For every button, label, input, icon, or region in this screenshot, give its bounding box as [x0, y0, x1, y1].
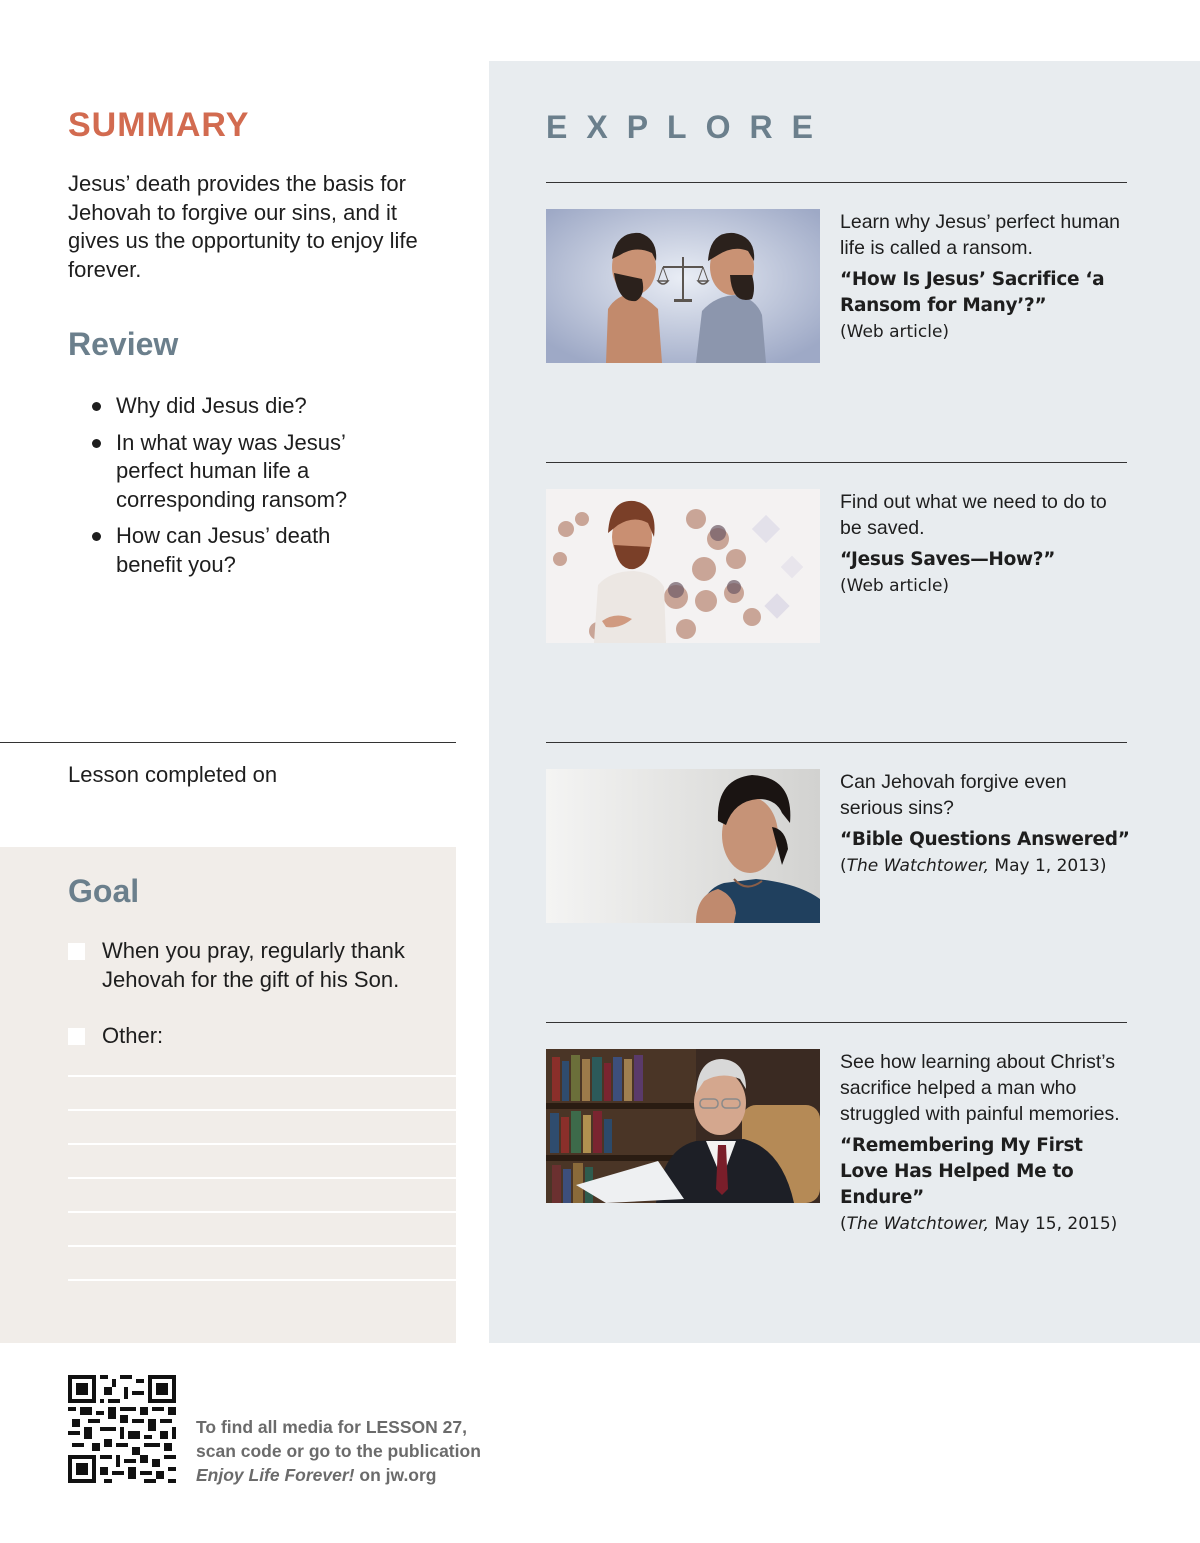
explore-source: (The Watchtower, May 15, 2015) [840, 1214, 1118, 1234]
footer-line: scan code or go to the publication [196, 1441, 481, 1461]
explore-item-forgive[interactable] [546, 769, 1130, 969]
review-question: How can Jesus’ death benefit you? [92, 522, 392, 579]
photo-man-praying [546, 769, 820, 923]
explore-link-title[interactable]: “Jesus Saves—How?” [840, 549, 1056, 570]
review-question-list [92, 392, 392, 587]
explore-divider [546, 462, 1127, 463]
explore-item-text [840, 769, 1130, 879]
writing-line[interactable] [68, 1109, 456, 1111]
explore-item-first-love[interactable] [546, 1049, 1127, 1249]
explore-divider [546, 742, 1127, 743]
writing-line[interactable] [68, 1245, 456, 1247]
explore-link-title[interactable]: “Bible Questions Answered” [840, 829, 1130, 850]
goal-item-other[interactable] [68, 1022, 448, 1051]
explore-source: (The Watchtower, May 1, 2013) [840, 856, 1107, 876]
writing-line[interactable] [68, 1279, 456, 1281]
lesson-completed-label: Lesson completed on [68, 762, 278, 787]
checkbox[interactable] [68, 1028, 85, 1045]
explore-divider [546, 182, 1127, 183]
goal-heading: Goal [68, 873, 140, 909]
bullet-icon [92, 532, 101, 541]
explore-panel [489, 61, 1200, 1343]
footer-text [196, 1415, 481, 1487]
goal-panel [0, 847, 456, 1343]
explore-source: (Web article) [840, 576, 950, 596]
explore-link-title[interactable]: “How Is Jesus’ Sacrifice ‘a Ransom for Many’?” [840, 269, 1105, 316]
explore-description: Find out what we need to do to be saved. [840, 491, 1107, 539]
writing-line[interactable] [68, 1177, 456, 1179]
explore-item-text [840, 489, 1130, 599]
footer-line: Enjoy Life Forever! on jw.org [196, 1465, 437, 1485]
summary-text: Jesus’ death provides the basis for Jehovah to forgive our sins, and it gives us the opportunity to enjoy life forever. [68, 171, 418, 282]
section-divider [0, 742, 456, 743]
qr-code-icon[interactable] [68, 1375, 176, 1483]
goal-item-pray[interactable] [68, 937, 448, 994]
explore-heading: EXPLORE [546, 109, 832, 145]
review-question: In what way was Jesus’ perfect human life a corresponding ransom? [92, 429, 392, 515]
explore-description: See how learning about Christ’s sacrifice helped a man who struggled with painful memories. [840, 1051, 1120, 1125]
checkbox[interactable] [68, 943, 85, 960]
bullet-icon [92, 402, 101, 411]
review-question: Why did Jesus die? [92, 392, 392, 421]
explore-item-ransom[interactable] [546, 209, 1127, 409]
explore-source: (Web article) [840, 322, 950, 342]
writing-line[interactable] [68, 1075, 456, 1077]
goal-item-label: When you pray, regularly thank Jehovah for the gift of his Son. [102, 938, 405, 992]
explore-item-text [840, 1049, 1130, 1237]
explore-description: Learn why Jesus’ perfect human life is called a ransom. [840, 211, 1121, 259]
man-reading-image[interactable] [546, 1049, 820, 1203]
writing-line[interactable] [68, 1211, 456, 1213]
explore-item-jesus-saves[interactable] [546, 489, 1127, 689]
explore-item-text [840, 209, 1130, 345]
ransom-balance-image[interactable] [546, 209, 820, 363]
illustration-two-men-balance-scale [546, 209, 820, 363]
writing-line[interactable] [68, 1143, 456, 1145]
bullet-icon [92, 439, 101, 448]
praying-man-image[interactable] [546, 769, 820, 923]
footer-line: To find all media for LESSON 27, [196, 1417, 467, 1437]
jesus-saves-image[interactable] [546, 489, 820, 643]
explore-description: Can Jehovah forgive even serious sins? [840, 771, 1067, 819]
explore-divider [546, 1022, 1127, 1023]
illustration-jesus-with-people [546, 489, 820, 643]
review-heading: Review [68, 326, 179, 362]
photo-man-reading-letter [546, 1049, 820, 1203]
summary-heading: SUMMARY [68, 106, 250, 144]
goal-item-label: Other: [102, 1023, 164, 1048]
explore-link-title[interactable]: “Remembering My First Love Has Helped Me to Endure” [840, 1135, 1083, 1208]
